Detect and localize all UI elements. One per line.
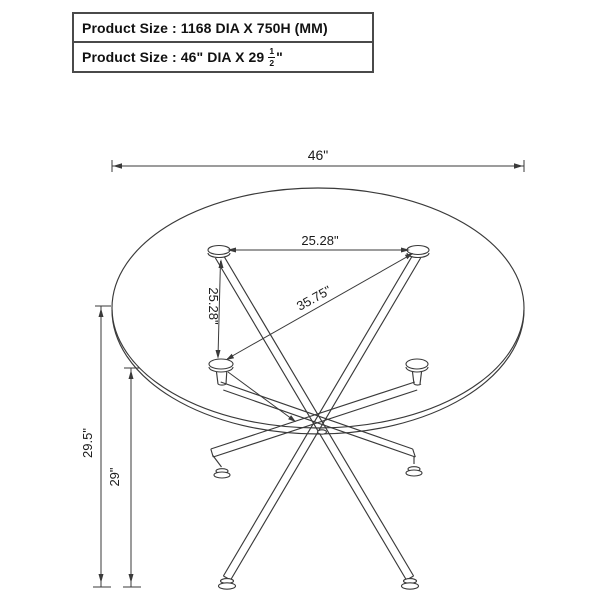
mount-disc-bottom-left	[209, 359, 233, 385]
hub-cap	[318, 430, 327, 434]
inch-mark: "	[276, 49, 283, 65]
foot-back-right	[406, 467, 422, 476]
fraction-denominator: 2	[269, 57, 275, 68]
feet	[214, 467, 422, 590]
dim-height-under	[123, 368, 141, 587]
tabletop-glass	[112, 188, 524, 434]
foot-front-right	[402, 579, 419, 590]
dim-mount-width-label: 25.28"	[301, 233, 339, 248]
foot-front-left	[219, 579, 236, 590]
dim-mount-depth-label: 25.28"	[206, 287, 221, 325]
mount-disc-top-left	[208, 246, 230, 258]
mount-discs	[208, 246, 429, 386]
foot-back-left	[214, 469, 230, 478]
fraction-numerator: 1	[269, 46, 275, 56]
leader-to-hub	[228, 372, 296, 422]
mount-disc-bottom-right	[406, 359, 428, 385]
dim-diameter-label: 46"	[307, 147, 329, 163]
product-size-mm-text: Product Size : 1168 DIA X 750H (MM)	[82, 19, 328, 36]
dim-height-overall	[93, 306, 111, 587]
dim-height-under-label: 29"	[107, 467, 122, 487]
product-size-inch-text: Product Size : 46" DIA X 29	[82, 49, 265, 65]
dim-diagonal-label: 35.75"	[293, 282, 334, 314]
dim-mount-width	[227, 248, 410, 253]
tabletop-ellipse	[112, 188, 524, 428]
dim-height-overall-label: 29.5"	[80, 428, 95, 458]
